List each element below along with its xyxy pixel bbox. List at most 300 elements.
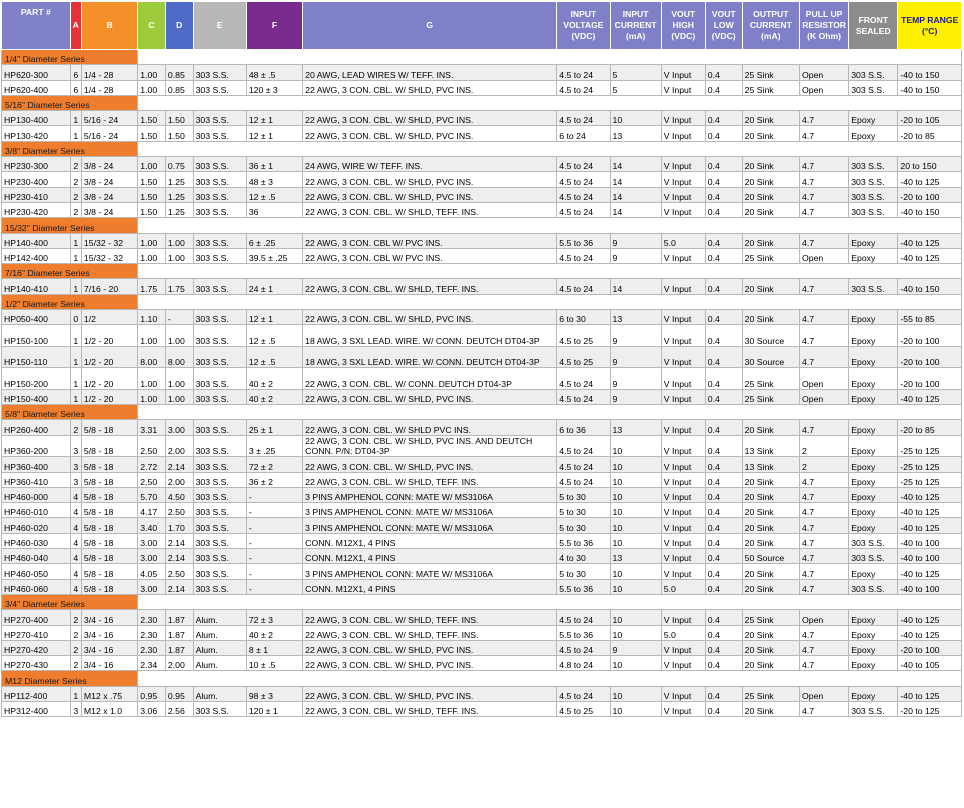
cell-part: HP460-060 [2, 579, 71, 594]
column-header-vhi: VOUT HIGH (VDC) [661, 2, 705, 50]
cell-iout: 25 Sink [742, 248, 799, 263]
cell-e: 303 S.S. [193, 368, 246, 390]
cell-vhi: V Input [661, 65, 705, 80]
cell-e: 303 S.S. [193, 202, 246, 217]
cell-vin: 4.5 to 24 [557, 610, 610, 625]
table-row [2, 487, 962, 502]
cell-iin: 13 [610, 310, 661, 325]
cell-c: 1.00 [138, 65, 166, 80]
column-header-f: F [246, 2, 302, 50]
cell-d: 2.14 [165, 579, 193, 594]
table-row [2, 65, 962, 80]
cell-f: 12 ± 1 [246, 310, 302, 325]
cell-temp: -40 to 150 [898, 80, 962, 95]
cell-iout: 13 Sink [742, 435, 799, 457]
cell-iin: 9 [610, 368, 661, 390]
cell-vlo: 0.4 [705, 279, 742, 294]
cell-g: 22 AWG, 3 CON. CBL. W/ SHLD, PVC INS. [303, 686, 557, 701]
series-title: 1/2" Diameter Series [2, 294, 138, 309]
cell-b: 5/8 - 18 [81, 472, 137, 487]
cell-c: 1.50 [138, 126, 166, 141]
cell-c: 2.34 [138, 656, 166, 671]
cell-iin: 10 [610, 656, 661, 671]
cell-a: 3 [70, 472, 81, 487]
cell-g: 22 AWG, 3 CON. CBL. W/ SHLD, PVC INS. [303, 656, 557, 671]
cell-iout: 20 Sink [742, 579, 799, 594]
cell-vlo: 0.4 [705, 533, 742, 548]
column-header-vin: INPUT VOLTAGE (VDC) [557, 2, 610, 50]
cell-a: 4 [70, 487, 81, 502]
cell-front: 303 S.S. [849, 701, 898, 716]
series-title: 3/8" Diameter Series [2, 141, 138, 156]
cell-iout: 20 Sink [742, 487, 799, 502]
cell-vlo: 0.4 [705, 420, 742, 435]
cell-f: 25 ± 1 [246, 420, 302, 435]
cell-iout: 20 Sink [742, 564, 799, 579]
cell-d: 2.00 [165, 656, 193, 671]
cell-front: 303 S.S. [849, 579, 898, 594]
cell-iout: 20 Sink [742, 172, 799, 187]
cell-temp: -40 to 125 [898, 389, 962, 404]
cell-iout: 25 Sink [742, 610, 799, 625]
cell-pull: 4.7 [800, 487, 849, 502]
cell-b: 5/8 - 18 [81, 579, 137, 594]
cell-iin: 9 [610, 325, 661, 347]
cell-vhi: V Input [661, 435, 705, 457]
cell-temp: -20 to 125 [898, 701, 962, 716]
table-row [2, 518, 962, 533]
cell-vin: 5 to 30 [557, 564, 610, 579]
cell-b: 3/4 - 16 [81, 640, 137, 655]
cell-temp: -40 to 125 [898, 172, 962, 187]
cell-d: 1.87 [165, 625, 193, 640]
cell-b: 5/8 - 18 [81, 420, 137, 435]
cell-part: HP112-400 [2, 686, 71, 701]
cell-d: 2.00 [165, 472, 193, 487]
cell-part: HP140-410 [2, 279, 71, 294]
cell-iin: 10 [610, 564, 661, 579]
cell-iin: 10 [610, 503, 661, 518]
series-header-row [2, 218, 962, 233]
cell-g: 22 AWG, 3 CON. CBL. W/ SHLD, PVC INS. [303, 310, 557, 325]
cell-vin: 4.5 to 25 [557, 346, 610, 368]
series-title: 15/32" Diameter Series [2, 218, 138, 233]
cell-iin: 10 [610, 701, 661, 716]
cell-g: 22 AWG, 3 CON. CBL. W/ SHLD, TEFF. INS. [303, 202, 557, 217]
cell-b: 3/4 - 16 [81, 610, 137, 625]
cell-vlo: 0.4 [705, 564, 742, 579]
cell-temp: -20 to 105 [898, 111, 962, 126]
cell-front: Epoxy [849, 310, 898, 325]
cell-iin: 10 [610, 518, 661, 533]
cell-vlo: 0.4 [705, 701, 742, 716]
cell-vlo: 0.4 [705, 310, 742, 325]
table-row [2, 172, 962, 187]
cell-c: 4.17 [138, 503, 166, 518]
cell-vhi: V Input [661, 564, 705, 579]
cell-pull: 4.7 [800, 310, 849, 325]
cell-front: Epoxy [849, 233, 898, 248]
cell-part: HP270-410 [2, 625, 71, 640]
cell-vlo: 0.4 [705, 487, 742, 502]
cell-a: 1 [70, 325, 81, 347]
table-row [2, 310, 962, 325]
cell-iout: 20 Sink [742, 656, 799, 671]
cell-d: 1.87 [165, 640, 193, 655]
cell-b: 5/8 - 18 [81, 533, 137, 548]
cell-b: 15/32 - 32 [81, 248, 137, 263]
cell-temp: -20 to 85 [898, 126, 962, 141]
cell-temp: -40 to 125 [898, 686, 962, 701]
cell-vin: 4.5 to 24 [557, 686, 610, 701]
cell-b: 1/4 - 28 [81, 65, 137, 80]
cell-temp: -40 to 100 [898, 533, 962, 548]
table-row [2, 533, 962, 548]
cell-d: 1.25 [165, 202, 193, 217]
cell-d: 0.95 [165, 686, 193, 701]
cell-d: 2.14 [165, 533, 193, 548]
cell-vin: 4.5 to 24 [557, 279, 610, 294]
cell-pull: 4.7 [800, 625, 849, 640]
cell-e: 303 S.S. [193, 111, 246, 126]
cell-f: - [246, 487, 302, 502]
column-header-temp: TEMP RANGE (°C) [898, 2, 962, 50]
cell-front: Epoxy [849, 472, 898, 487]
cell-c: 3.06 [138, 701, 166, 716]
cell-e: 303 S.S. [193, 564, 246, 579]
cell-part: HP360-400 [2, 457, 71, 472]
cell-temp: -20 to 100 [898, 325, 962, 347]
cell-pull: 2 [800, 457, 849, 472]
cell-a: 3 [70, 435, 81, 457]
cell-pull: 4.7 [800, 202, 849, 217]
cell-part: HP460-040 [2, 549, 71, 564]
cell-temp: -40 to 150 [898, 279, 962, 294]
cell-g: 22 AWG, 3 CON. CBL W/ PVC INS. [303, 248, 557, 263]
cell-vhi: V Input [661, 503, 705, 518]
series-title: 1/4" Diameter Series [2, 50, 138, 65]
cell-c: 2.50 [138, 435, 166, 457]
cell-iout: 20 Sink [742, 625, 799, 640]
cell-iout: 20 Sink [742, 472, 799, 487]
cell-pull: 4.7 [800, 111, 849, 126]
cell-b: 5/16 - 24 [81, 126, 137, 141]
cell-a: 1 [70, 686, 81, 701]
cell-front: 303 S.S. [849, 65, 898, 80]
cell-vin: 4.5 to 24 [557, 187, 610, 202]
cell-g: 20 AWG, LEAD WIRES W/ TEFF. INS. [303, 65, 557, 80]
cell-front: Epoxy [849, 346, 898, 368]
column-header-vlo: VOUT LOW (VDC) [705, 2, 742, 50]
column-header-iin: INPUT CURRENT (mA) [610, 2, 661, 50]
cell-vin: 5.5 to 36 [557, 625, 610, 640]
cell-f: 72 ± 3 [246, 610, 302, 625]
cell-c: 4.05 [138, 564, 166, 579]
cell-iin: 10 [610, 625, 661, 640]
cell-g: 22 AWG, 3 CON. CBL. W/ SHLD, PVC INS. [303, 126, 557, 141]
cell-front: 303 S.S. [849, 157, 898, 172]
cell-temp: -40 to 105 [898, 656, 962, 671]
cell-iout: 20 Sink [742, 518, 799, 533]
cell-f: 40 ± 2 [246, 389, 302, 404]
table-row [2, 157, 962, 172]
cell-pull: 4.7 [800, 157, 849, 172]
cell-d: 1.50 [165, 126, 193, 141]
cell-e: 303 S.S. [193, 420, 246, 435]
spec-table-container [1, 1, 962, 717]
cell-iout: 20 Sink [742, 187, 799, 202]
cell-pull: Open [800, 686, 849, 701]
cell-e: 303 S.S. [193, 701, 246, 716]
cell-a: 1 [70, 346, 81, 368]
cell-f: 24 ± 1 [246, 279, 302, 294]
cell-iout: 30 Source [742, 346, 799, 368]
cell-part: HP150-100 [2, 325, 71, 347]
cell-d: 2.50 [165, 564, 193, 579]
cell-iin: 9 [610, 346, 661, 368]
cell-part: HP460-030 [2, 533, 71, 548]
cell-temp: -40 to 100 [898, 579, 962, 594]
cell-vlo: 0.4 [705, 579, 742, 594]
cell-a: 2 [70, 420, 81, 435]
cell-vlo: 0.4 [705, 248, 742, 263]
cell-a: 4 [70, 579, 81, 594]
cell-d: 8.00 [165, 346, 193, 368]
cell-part: HP230-400 [2, 172, 71, 187]
cell-f: 8 ± 1 [246, 640, 302, 655]
table-row [2, 346, 962, 368]
cell-a: 1 [70, 126, 81, 141]
cell-pull: Open [800, 368, 849, 390]
cell-e: Alum. [193, 656, 246, 671]
cell-f: 12 ± 1 [246, 126, 302, 141]
cell-temp: -40 to 125 [898, 610, 962, 625]
cell-d: 0.85 [165, 65, 193, 80]
series-header-row [2, 294, 962, 309]
cell-g: 3 PINS AMPHENOL CONN: MATE W/ MS3106A [303, 564, 557, 579]
cell-e: Alum. [193, 625, 246, 640]
cell-c: 5.70 [138, 487, 166, 502]
cell-pull: 4.7 [800, 472, 849, 487]
cell-vhi: 5.0 [661, 625, 705, 640]
cell-b: 3/8 - 24 [81, 157, 137, 172]
cell-f: 120 ± 1 [246, 701, 302, 716]
cell-d: - [165, 310, 193, 325]
table-row [2, 701, 962, 716]
cell-front: Epoxy [849, 111, 898, 126]
cell-part: HP460-020 [2, 518, 71, 533]
cell-d: 1.75 [165, 279, 193, 294]
cell-iout: 20 Sink [742, 420, 799, 435]
cell-vlo: 0.4 [705, 472, 742, 487]
cell-g: 3 PINS AMPHENOL CONN: MATE W/ MS3106A [303, 518, 557, 533]
cell-iout: 25 Sink [742, 389, 799, 404]
cell-g: CONN. M12X1, 4 PINS [303, 579, 557, 594]
cell-iout: 20 Sink [742, 503, 799, 518]
cell-d: 0.85 [165, 80, 193, 95]
cell-part: HP230-410 [2, 187, 71, 202]
series-spacer [138, 671, 962, 686]
cell-temp: -25 to 125 [898, 435, 962, 457]
cell-f: 72 ± 2 [246, 457, 302, 472]
cell-front: Epoxy [849, 656, 898, 671]
column-header-pull: PULL UP RESISTOR (K Ohm) [800, 2, 849, 50]
cell-d: 4.50 [165, 487, 193, 502]
cell-d: 1.00 [165, 325, 193, 347]
cell-vlo: 0.4 [705, 368, 742, 390]
cell-b: 5/8 - 18 [81, 503, 137, 518]
cell-vin: 4.5 to 24 [557, 65, 610, 80]
table-header [2, 2, 962, 50]
cell-e: 303 S.S. [193, 472, 246, 487]
table-row [2, 435, 962, 457]
series-header-row [2, 95, 962, 110]
cell-part: HP460-000 [2, 487, 71, 502]
cell-f: 6 ± .25 [246, 233, 302, 248]
cell-vhi: V Input [661, 640, 705, 655]
cell-temp: -40 to 125 [898, 518, 962, 533]
header-row [2, 2, 962, 50]
cell-vin: 4.5 to 25 [557, 325, 610, 347]
table-row [2, 503, 962, 518]
series-spacer [138, 264, 962, 279]
cell-front: Epoxy [849, 518, 898, 533]
cell-vlo: 0.4 [705, 389, 742, 404]
cell-vhi: V Input [661, 457, 705, 472]
table-row [2, 389, 962, 404]
cell-f: - [246, 518, 302, 533]
table-row [2, 472, 962, 487]
cell-g: 22 AWG, 3 CON. CBL. W/ SHLD, PVC INS. [303, 457, 557, 472]
cell-temp: -40 to 125 [898, 564, 962, 579]
cell-part: HP270-400 [2, 610, 71, 625]
cell-vlo: 0.4 [705, 80, 742, 95]
cell-iin: 10 [610, 457, 661, 472]
column-header-g: G [303, 2, 557, 50]
cell-b: M12 x .75 [81, 686, 137, 701]
cell-temp: -55 to 85 [898, 310, 962, 325]
cell-pull: 4.7 [800, 503, 849, 518]
cell-a: 2 [70, 656, 81, 671]
cell-g: 22 AWG, 3 CON. CBL. W/ SHLD, PVC INS. AND DEUTCH CONN. P/N: DT04-3P [303, 435, 557, 457]
cell-e: 303 S.S. [193, 248, 246, 263]
cell-c: 1.10 [138, 310, 166, 325]
cell-iout: 25 Sink [742, 368, 799, 390]
cell-d: 2.14 [165, 549, 193, 564]
cell-vlo: 0.4 [705, 325, 742, 347]
cell-g: 22 AWG, 3 CON. CBL. W/ SHLD, PVC INS. [303, 111, 557, 126]
series-header-row [2, 671, 962, 686]
cell-vhi: V Input [661, 157, 705, 172]
cell-part: HP312-400 [2, 701, 71, 716]
cell-g: 22 AWG, 3 CON. CBL W/ PVC INS. [303, 233, 557, 248]
cell-f: 12 ± 1 [246, 111, 302, 126]
cell-g: 22 AWG, 3 CON. CBL. W/ SHLD, PVC INS. [303, 389, 557, 404]
cell-e: 303 S.S. [193, 157, 246, 172]
cell-a: 6 [70, 65, 81, 80]
cell-f: - [246, 533, 302, 548]
cell-a: 4 [70, 549, 81, 564]
cell-part: HP230-300 [2, 157, 71, 172]
cell-vhi: V Input [661, 187, 705, 202]
cell-b: 3/8 - 24 [81, 202, 137, 217]
cell-iin: 14 [610, 202, 661, 217]
cell-e: 303 S.S. [193, 579, 246, 594]
cell-c: 1.00 [138, 325, 166, 347]
cell-vhi: V Input [661, 80, 705, 95]
cell-iin: 13 [610, 126, 661, 141]
cell-vhi: V Input [661, 248, 705, 263]
cell-f: 12 ± .5 [246, 325, 302, 347]
cell-pull: 4.7 [800, 187, 849, 202]
cell-a: 1 [70, 233, 81, 248]
series-header-row [2, 141, 962, 156]
cell-f: - [246, 579, 302, 594]
cell-iout: 50 Source [742, 549, 799, 564]
cell-vhi: V Input [661, 472, 705, 487]
cell-b: 1/2 - 20 [81, 389, 137, 404]
cell-vhi: V Input [661, 172, 705, 187]
cell-iin: 10 [610, 610, 661, 625]
cell-temp: -20 to 85 [898, 420, 962, 435]
cell-vin: 4.5 to 25 [557, 701, 610, 716]
cell-vhi: V Input [661, 686, 705, 701]
cell-e: 303 S.S. [193, 126, 246, 141]
cell-vhi: V Input [661, 533, 705, 548]
cell-part: HP140-400 [2, 233, 71, 248]
cell-b: 5/8 - 18 [81, 457, 137, 472]
cell-g: 22 AWG, 3 CON. CBL. W/ SHLD, PVC INS. [303, 80, 557, 95]
cell-vin: 4.5 to 24 [557, 157, 610, 172]
cell-pull: 4.7 [800, 518, 849, 533]
cell-g: 22 AWG, 3 CON. CBL. W/ CONN. DEUTCH DT04-3P [303, 368, 557, 390]
cell-b: 5/8 - 18 [81, 487, 137, 502]
cell-vlo: 0.4 [705, 686, 742, 701]
cell-iout: 30 Source [742, 325, 799, 347]
series-title: 3/4" Diameter Series [2, 594, 138, 609]
cell-pull: 4.7 [800, 656, 849, 671]
cell-front: 303 S.S. [849, 533, 898, 548]
cell-a: 1 [70, 389, 81, 404]
cell-vin: 5 to 30 [557, 518, 610, 533]
cell-vin: 4.5 to 24 [557, 368, 610, 390]
cell-e: 303 S.S. [193, 346, 246, 368]
cell-e: 303 S.S. [193, 487, 246, 502]
cell-c: 1.00 [138, 157, 166, 172]
cell-a: 2 [70, 157, 81, 172]
cell-vhi: V Input [661, 701, 705, 716]
cell-vhi: V Input [661, 610, 705, 625]
cell-c: 2.30 [138, 640, 166, 655]
cell-vin: 5 to 30 [557, 503, 610, 518]
cell-front: 303 S.S. [849, 80, 898, 95]
cell-iin: 14 [610, 187, 661, 202]
cell-c: 3.31 [138, 420, 166, 435]
cell-vin: 4.5 to 24 [557, 435, 610, 457]
cell-d: 1.00 [165, 248, 193, 263]
cell-f: 39.5 ± .25 [246, 248, 302, 263]
series-spacer [138, 594, 962, 609]
cell-f: 10 ± .5 [246, 656, 302, 671]
series-title: M12 Diameter Series [2, 671, 138, 686]
cell-f: 40 ± 2 [246, 625, 302, 640]
table-row [2, 187, 962, 202]
cell-f: 40 ± 2 [246, 368, 302, 390]
cell-temp: -25 to 125 [898, 472, 962, 487]
cell-pull: 4.7 [800, 172, 849, 187]
cell-iin: 9 [610, 248, 661, 263]
cell-front: 303 S.S. [849, 202, 898, 217]
